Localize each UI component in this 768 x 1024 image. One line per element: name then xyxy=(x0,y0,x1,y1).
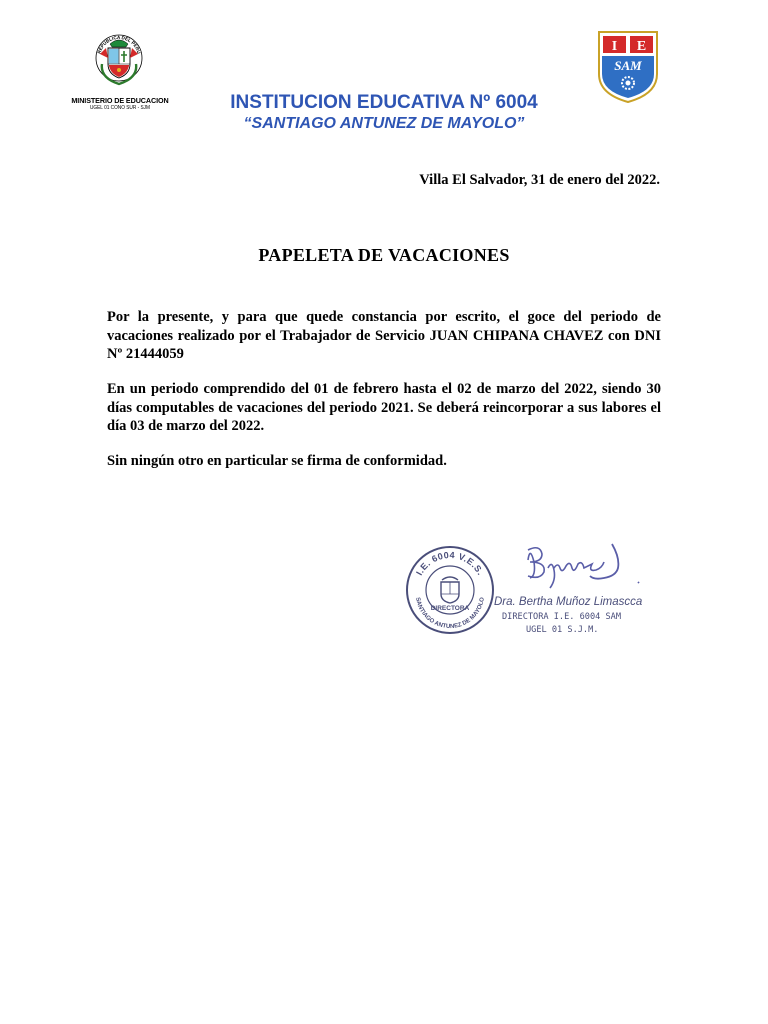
paragraph-periodo: En un periodo comprendido del 01 de febrero hasta el 02 de marzo del 2022, siendo 30 días computables de vacaciones del periodo 2021. Se deberá reincorporar a sus labores el día 03 de marzo del 2022. xyxy=(107,381,661,434)
ministry-sub: UGEL 01 CONO SUR - SJM xyxy=(89,105,150,111)
seal-bottom-text: SANTIAGO ANTUNEZ DE MAYOLO xyxy=(414,596,486,631)
logo-letter-e: E xyxy=(636,39,647,54)
signer-ugel: UGEL 01 S.J.M. xyxy=(526,625,599,635)
logo-letter-i: I xyxy=(611,39,618,54)
school-seal-stamp xyxy=(404,544,496,636)
signature-block xyxy=(398,534,648,652)
place-date: Villa El Salvador, 31 de enero del 2022. xyxy=(419,172,660,188)
school-title: INSTITUCION EDUCATIVA Nº 6004 xyxy=(230,92,538,113)
school-subtitle: “SANTIAGO ANTUNEZ DE MAYOLO” xyxy=(243,115,525,132)
seal-top-text: I.E. 6004 V.E.S. xyxy=(414,549,486,577)
paragraph-conformidad: Sin ningún otro en particular se firma de conformidad. xyxy=(107,453,447,469)
seal-ring-text: REPUBLICA DEL PERU xyxy=(96,34,142,55)
signer-role: DIRECTORA I.E. 6004 SAM xyxy=(502,612,621,622)
logo-sam-text: SAM xyxy=(614,58,642,73)
peru-coat-of-arms-icon xyxy=(92,24,146,94)
paragraph-constancia: Por la presente, y para que quede constancia por escrito, el goce del periodo de vacaciones realizado por el Trabajador de Servicio JUAN CHIPANA CHAVEZ con DNI Nº 21444059 xyxy=(107,309,661,362)
signer-name: Dra. Bertha Muñoz Limascca xyxy=(494,596,643,608)
handwritten-signature xyxy=(520,538,644,594)
document-title: PAPELETA DE VACACIONES xyxy=(258,245,510,265)
seal-middle-text: DIRECTORA xyxy=(430,605,470,612)
ministry-name: MINISTERIO DE EDUCACION xyxy=(71,96,169,105)
